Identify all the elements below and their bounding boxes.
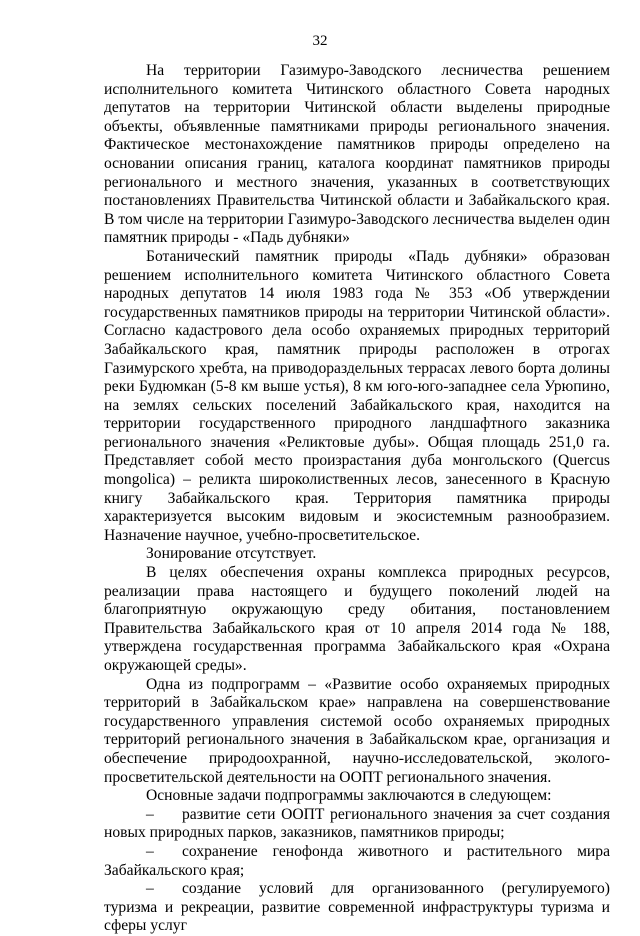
document-body — [104, 62, 610, 936]
list-item — [104, 843, 610, 880]
list-item — [104, 880, 610, 936]
paragraph-botanical-monument: Ботанический памятник природы «Падь дубняки» образован решением исполнительного комитета Читинского областного Совета народных депутатов 14 июля 1983 года № 353 «Об утверждении государственных памятников природы на территории Читинской области». Согласно кадастрового дела особо охраняемых природных территорий Забайкальского края, памятник природы расположен в отрогах Газимурского хребта, на приводораздельных террасах левого борта долины реки Будюмкан (5-8 км выше устья), 8 км юго-юго-западнее села Урюпино, на землях сельских поселений Забайкальского края, находится на территории государственного природного ландшафтного заказника регионального значения «Реликтовые дубы». Общая площадь 251,0 га. Представляет собой место произрастания дуба монгольского (Quercus mongolica) – реликта широколиственных лесов, занесенного в Красную книгу Забайкальского края. Территория памятника природы характеризуется высоким видовым и экосистемным разнообразием. Назначение научное, учебно-просветительское. — [104, 247, 610, 544]
list-item — [104, 806, 610, 843]
page-number: 32 — [312, 33, 328, 49]
paragraph-zoning: Зонирование отсутствует. — [146, 545, 317, 563]
paragraph-subprogram: Одна из подпрограмм – «Развитие особо охраняемых природных территорий в Забайкальском крае» направлена на совершенствование государственного управления системой особо охраняемых природных территорий регионального значения в Забайкальском крае, организация и обеспечение природоохранной, научно-исследовательской, эколого-просветительской деятельности на ООПТ регионального значения. — [104, 675, 610, 786]
list-item-text: создание условий для организованного (регулируемого) туризма и рекреации, развитие современной инфраструктуры туризма и сферы услуг — [104, 880, 610, 935]
list-item-text: развитие сети ООПТ регионального значения за счет создания новых природных парков, заказников, памятников природы; — [104, 805, 610, 842]
paragraph-gazimuro-zavodsky-forestry: На территории Газимуро-Заводского лесничества решением исполнительного комитета Читинского областного Совета народных депутатов на территории Читинской области выделены природные объекты, объявленные памятниками природы регионального значения. Фактическое местонахождение памятников природы определено на основании описания границ, каталога координат памятников природы регионального и местного значения, указанных в соответствующих постановлениях Правительства Читинской области и Забайкальского края. В том числе на территории Газимуро-Заводского лесничества выделен один памятник природы - «Падь дубняки» — [104, 62, 610, 247]
paragraph-main-tasks: Основные задачи подпрограммы заключаются в следующем: — [146, 787, 552, 805]
list-dash-marker: – — [146, 805, 154, 823]
list-item-text: сохранение генофонда животного и растительного мира Забайкальского края; — [104, 842, 610, 879]
paragraph-state-program: В целях обеспечения охраны комплекса природных ресурсов, реализации права настоящего и будущего поколений людей на благоприятную окружающую среду обитания, постановлением Правительства Забайкальского края от 10 апреля 2014 года № 188, утверждена государственная программа Забайкальского края «Охрана окружающей среды». — [104, 564, 610, 674]
list-dash-marker: – — [146, 880, 154, 898]
list-dash-marker: – — [146, 842, 154, 860]
